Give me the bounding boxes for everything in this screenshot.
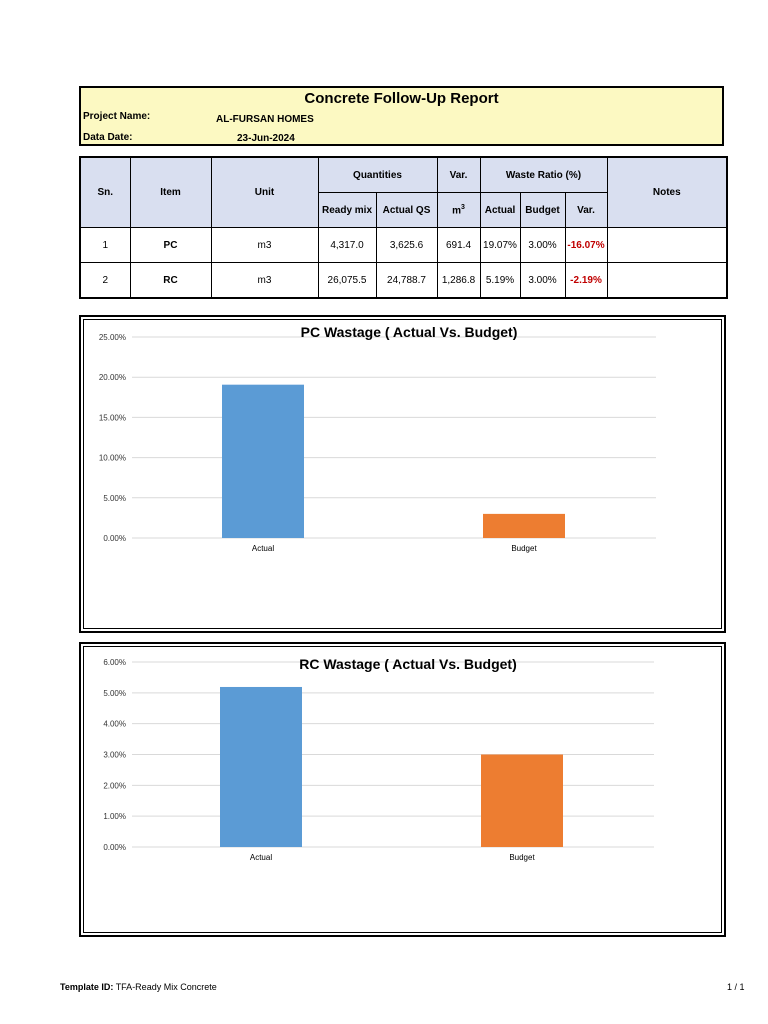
pc-wastage-chart bbox=[79, 315, 726, 633]
y-tick-label: 5.00% bbox=[103, 688, 126, 698]
x-tick-label: Actual bbox=[249, 853, 273, 862]
x-tick-label: Budget bbox=[511, 544, 537, 553]
y-tick-label: 10.00% bbox=[98, 453, 126, 463]
header-var: Var. bbox=[437, 157, 480, 193]
cell-actual-qs: 3,625.6 bbox=[376, 228, 437, 263]
report-title: Concrete Follow-Up Report bbox=[304, 90, 499, 107]
bar-budget bbox=[481, 755, 563, 848]
bar-actual bbox=[220, 687, 302, 847]
summary-table bbox=[79, 156, 728, 299]
y-tick-label: 0.00% bbox=[103, 843, 126, 852]
y-tick-label: 2.00% bbox=[103, 781, 126, 791]
cell-unit: m3 bbox=[211, 263, 318, 299]
y-tick-label: 15.00% bbox=[98, 413, 126, 423]
chart-title: RC Wastage ( Actual Vs. Budget) bbox=[299, 656, 517, 672]
bar-budget bbox=[483, 514, 565, 538]
cell-item: PC bbox=[130, 228, 211, 263]
header-sn: Sn. bbox=[80, 157, 130, 228]
data-date-label: Data Date: bbox=[83, 132, 133, 143]
project-name-label: Project Name: bbox=[83, 111, 151, 122]
y-tick-label: 6.00% bbox=[103, 658, 126, 667]
header-actual-qs: Actual QS bbox=[376, 193, 437, 228]
var-unit-text: m bbox=[452, 205, 461, 217]
project-name-value: AL-FURSAN HOMES bbox=[216, 114, 314, 125]
cell-ready-mix: 4,317.0 bbox=[318, 228, 376, 263]
template-id-value: TFA-Ready Mix Concrete bbox=[115, 982, 217, 992]
cell-item: RC bbox=[130, 263, 211, 299]
cell-wr-var: -16.07% bbox=[565, 228, 607, 263]
header-wr-actual: Actual bbox=[480, 193, 520, 228]
cell-wr-budget: 3.00% bbox=[520, 228, 565, 263]
cell-ready-mix: 26,075.5 bbox=[318, 263, 376, 299]
report-header bbox=[79, 86, 724, 146]
x-tick-label: Actual bbox=[251, 544, 275, 553]
cell-wr-actual: 5.19% bbox=[480, 263, 520, 299]
header-var-unit bbox=[437, 193, 480, 228]
header-waste-ratio: Waste Ratio (%) bbox=[480, 157, 607, 193]
cell-sn: 1 bbox=[80, 228, 130, 263]
y-tick-label: 4.00% bbox=[103, 719, 126, 729]
header-unit: Unit bbox=[211, 157, 318, 228]
data-date-value: 23-Jun-2024 bbox=[237, 133, 295, 144]
header-ready-mix: Ready mix bbox=[318, 193, 376, 228]
y-tick-label: 25.00% bbox=[98, 333, 126, 342]
footer-template-id bbox=[60, 982, 217, 992]
y-tick-label: 0.00% bbox=[103, 534, 126, 543]
page-number: 1 / 1 bbox=[727, 982, 745, 992]
cell-sn: 2 bbox=[80, 263, 130, 299]
header-item: Item bbox=[130, 157, 211, 228]
pc-chart-svg bbox=[81, 317, 724, 631]
rc-chart-svg bbox=[81, 644, 724, 935]
cell-notes[interactable] bbox=[607, 228, 727, 263]
cell-notes[interactable] bbox=[607, 263, 727, 299]
rc-wastage-chart bbox=[79, 642, 726, 937]
bar-actual bbox=[222, 385, 304, 538]
x-tick-label: Budget bbox=[509, 853, 535, 862]
header-notes: Notes bbox=[607, 157, 727, 228]
y-tick-label: 20.00% bbox=[98, 373, 126, 383]
cell-var: 1,286.8 bbox=[437, 263, 480, 299]
cell-actual-qs: 24,788.7 bbox=[376, 263, 437, 299]
y-tick-label: 3.00% bbox=[103, 750, 126, 760]
chart-title: PC Wastage ( Actual Vs. Budget) bbox=[300, 324, 518, 340]
header-wr-var: Var. bbox=[565, 193, 607, 228]
y-tick-label: 5.00% bbox=[103, 493, 126, 503]
header-wr-budget: Budget bbox=[520, 193, 565, 228]
cell-unit: m3 bbox=[211, 228, 318, 263]
cell-wr-var: -2.19% bbox=[565, 263, 607, 299]
table-row bbox=[80, 228, 727, 263]
y-tick-label: 1.00% bbox=[103, 812, 126, 822]
header-quantities: Quantities bbox=[318, 157, 437, 193]
var-unit-sup: 3 bbox=[461, 203, 465, 211]
template-id-label: Template ID: bbox=[60, 982, 114, 992]
cell-wr-budget: 3.00% bbox=[520, 263, 565, 299]
cell-wr-actual: 19.07% bbox=[480, 228, 520, 263]
table-row bbox=[80, 263, 727, 299]
cell-var: 691.4 bbox=[437, 228, 480, 263]
